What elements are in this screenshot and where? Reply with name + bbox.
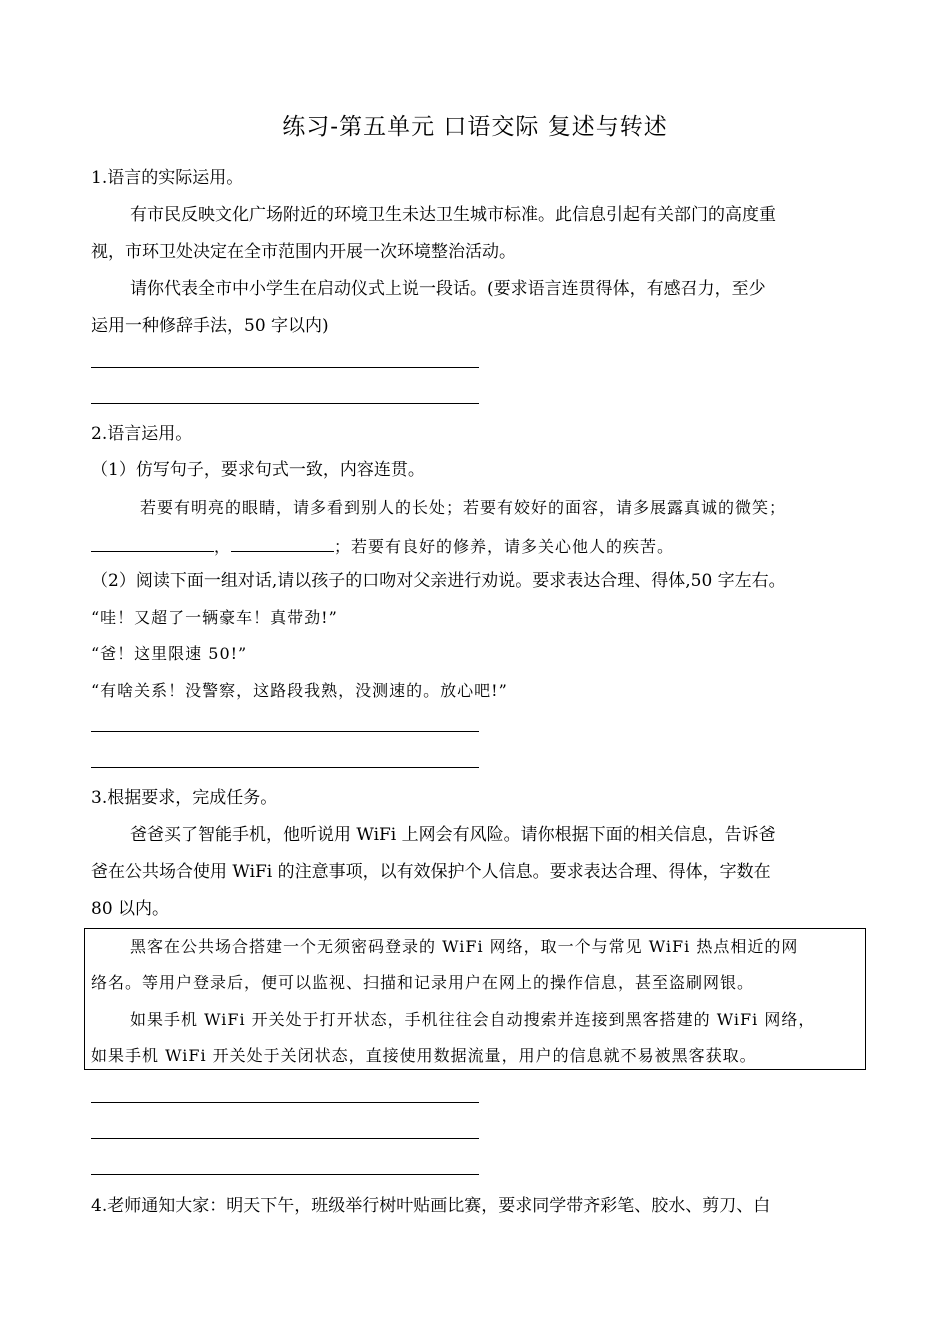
page-title: 练习-第五单元 口语交际 复述与转述 — [282, 114, 668, 140]
q2-dialog-line-2: “爸！这里限速 50!” — [91, 644, 248, 663]
q3-answer-line-1[interactable] — [91, 1102, 479, 1103]
q2-heading: 2.语言运用。 — [91, 424, 193, 444]
q1-answer-line-2[interactable] — [91, 403, 479, 404]
q3-paragraph-line-1: 爸爸买了智能手机，他听说用 WiFi 上网会有风险。请你根据下面的相关信息，告诉爸 — [130, 825, 776, 845]
q3-paragraph-line-2: 爸在公共场合使用 WiFi 的注意事项，以有效保护个人信息。要求表达合理、得体，字数在 — [91, 862, 771, 882]
q2-sub-question-2: （2）阅读下面一组对话,请以孩子的口吻对父亲进行劝说。要求表达合理、得体,50 字左右。 — [91, 571, 786, 591]
q2-blank-separator: ， — [214, 537, 232, 556]
q3-answer-line-2[interactable] — [91, 1138, 479, 1139]
q1-answer-line-1[interactable] — [91, 367, 479, 368]
q1-paragraph-1-line-2: 视，市环卫处决定在全市范围内开展一次环境整治活动。 — [91, 242, 516, 262]
q2-example-sentence: 若要有明亮的眼睛，请多看到别人的长处；若要有姣好的面容，请多展露真诚的微笑； — [140, 498, 787, 517]
q1-paragraph-2-line-1: 请你代表全市中小学生在启动仪式上说一段话。(要求语言连贯得体，有感召力，至少 — [130, 279, 766, 299]
q4-line-1: 4.老师通知大家：明天下午，班级举行树叶贴画比赛，要求同学带齐彩笔、胶水、剪刀、白 — [91, 1196, 771, 1216]
q2-answer-line-1[interactable] — [91, 731, 479, 732]
q3-answer-line-3[interactable] — [91, 1174, 479, 1175]
q3-heading: 3.根据要求，完成任务。 — [91, 788, 278, 808]
q2-answer-line-2[interactable] — [91, 767, 479, 768]
q3-box-line-3: 如果手机 WiFi 开关处于打开状态，手机往往会自动搜索并连接到黑客搭建的 WiFi 网络， — [130, 1010, 816, 1029]
q3-box-line-1: 黑客在公共场合搭建一个无须密码登录的 WiFi 网络，取一个与常见 WiFi 热点相近的网 — [130, 937, 799, 956]
q2-sentence-continuation: ；若要有良好的修养，请多关心他人的疾苦。 — [334, 537, 675, 556]
q3-box-line-2: 络名。等用户登录后，便可以监视、扫描和记录用户在网上的操作信息，甚至盗刷网银。 — [91, 973, 755, 992]
q1-heading: 1.语言的实际运用。 — [91, 168, 244, 188]
q1-paragraph-2-line-2: 运用一种修辞手法，50 字以内) — [91, 316, 329, 336]
q2-blank-2[interactable] — [231, 533, 334, 552]
q1-paragraph-1-line-1: 有市民反映文化广场附近的环境卫生未达卫生城市标准。此信息引起有关部门的高度重 — [130, 205, 776, 225]
q2-fill-in-line — [91, 533, 674, 559]
q2-dialog-line-3: “有啥关系！没警察，这路段我熟，没测速的。放心吧!” — [91, 681, 508, 700]
q3-paragraph-line-3: 80 以内。 — [91, 899, 170, 919]
q2-blank-1[interactable] — [91, 533, 214, 552]
q3-box-line-4: 如果手机 WiFi 开关处于关闭状态，直接使用数据流量，用户的信息就不易被黑客获取。 — [91, 1046, 757, 1065]
q2-dialog-line-1: “哇！又超了一辆豪车！真带劲!” — [91, 608, 338, 627]
q2-sub-question-1: （1）仿写句子，要求句式一致，内容连贯。 — [91, 460, 425, 480]
